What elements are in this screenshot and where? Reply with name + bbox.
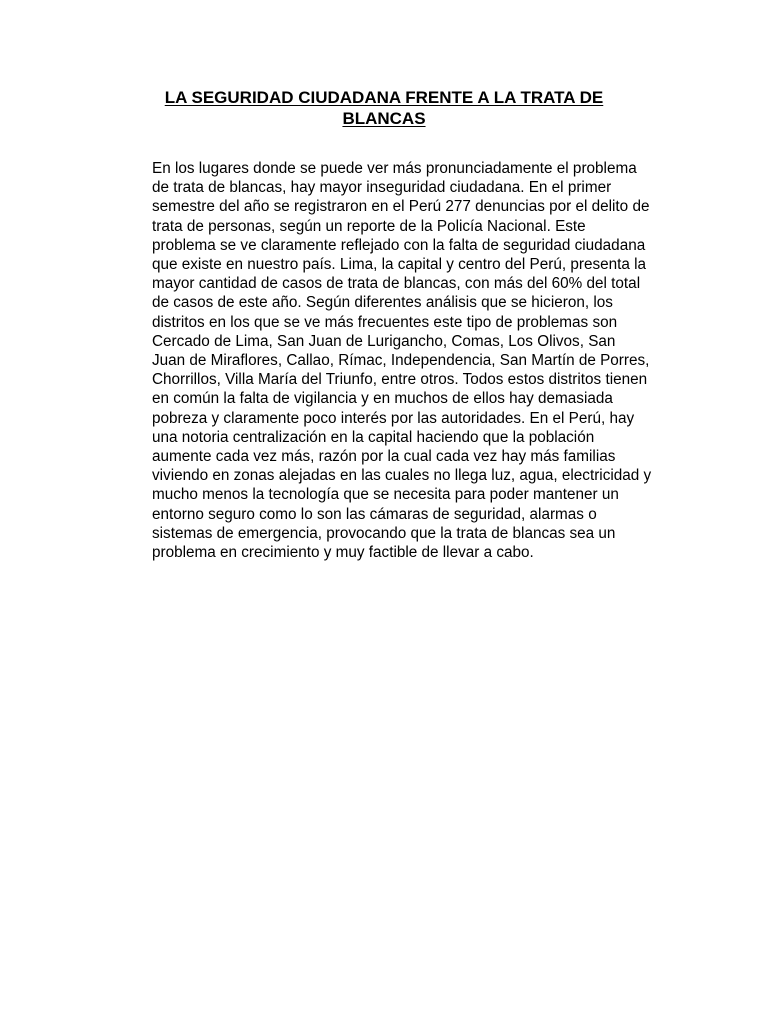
paragraph-line: que existe en nuestro país. Lima, la capital y centro del Perú, presenta la [152, 256, 647, 274]
paragraph-line: en común la falta de vigilancia y en muchos de ellos hay demasiada [152, 390, 613, 408]
paragraph-line: trata de personas, según un reporte de la Policía Nacional. Este [152, 217, 586, 235]
paragraph-line: mayor cantidad de casos de trata de blancas, con más del 60% del total [152, 275, 641, 293]
paragraph-line: sistemas de emergencia, provocando que la trata de blancas sea un [152, 524, 616, 542]
paragraph-line: Chorrillos, Villa María del Triunfo, entre otros. Todos estos distritos tienen [152, 371, 648, 389]
paragraph-line: de trata de blancas, hay mayor inseguridad ciudadana. En el primer [152, 179, 612, 197]
paragraph-line: mucho menos la tecnología que se necesita para poder mantener un [152, 486, 619, 504]
paragraph-line: viviendo en zonas alejadas en las cuales no llega luz, agua, electricidad y [152, 467, 652, 485]
body-paragraph [152, 159, 672, 562]
paragraph-line: problema en crecimiento y muy factible de llevar a cabo. [152, 544, 534, 562]
paragraph-line: de casos de este año. Según diferentes análisis que se hicieron, los [152, 294, 613, 312]
paragraph-line: pobreza y claramente poco interés por las autoridades. En el Perú, hay [152, 409, 635, 427]
paragraph-line: distritos en los que se ve más frecuentes este tipo de problemas son [152, 313, 618, 331]
paragraph-line: aumente cada vez más, razón por la cual cada vez hay más familias [152, 448, 616, 466]
paragraph-line: Juan de Miraflores, Callao, Rímac, Independencia, San Martín de Porres, [152, 352, 650, 370]
document-title [140, 87, 628, 129]
title-line: BLANCAS [342, 109, 426, 128]
paragraph-line: En los lugares donde se puede ver más pronunciadamente el problema [152, 160, 637, 177]
paragraph-line: Cercado de Lima, San Juan de Lurigancho, Comas, Los Olivos, San [152, 332, 616, 350]
paragraph-line: problema se ve claramente reflejado con la falta de seguridad ciudadana [152, 236, 646, 254]
title-line: LA SEGURIDAD CIUDADANA FRENTE A LA TRATA DE [164, 88, 604, 107]
paragraph-line: semestre del año se registraron en el Perú 277 denuncias por el delito de [152, 198, 650, 216]
paragraph-line: una notoria centralización en la capital haciendo que la población [152, 428, 595, 446]
paragraph-line: entorno seguro como lo son las cámaras de seguridad, alarmas o [152, 505, 597, 523]
